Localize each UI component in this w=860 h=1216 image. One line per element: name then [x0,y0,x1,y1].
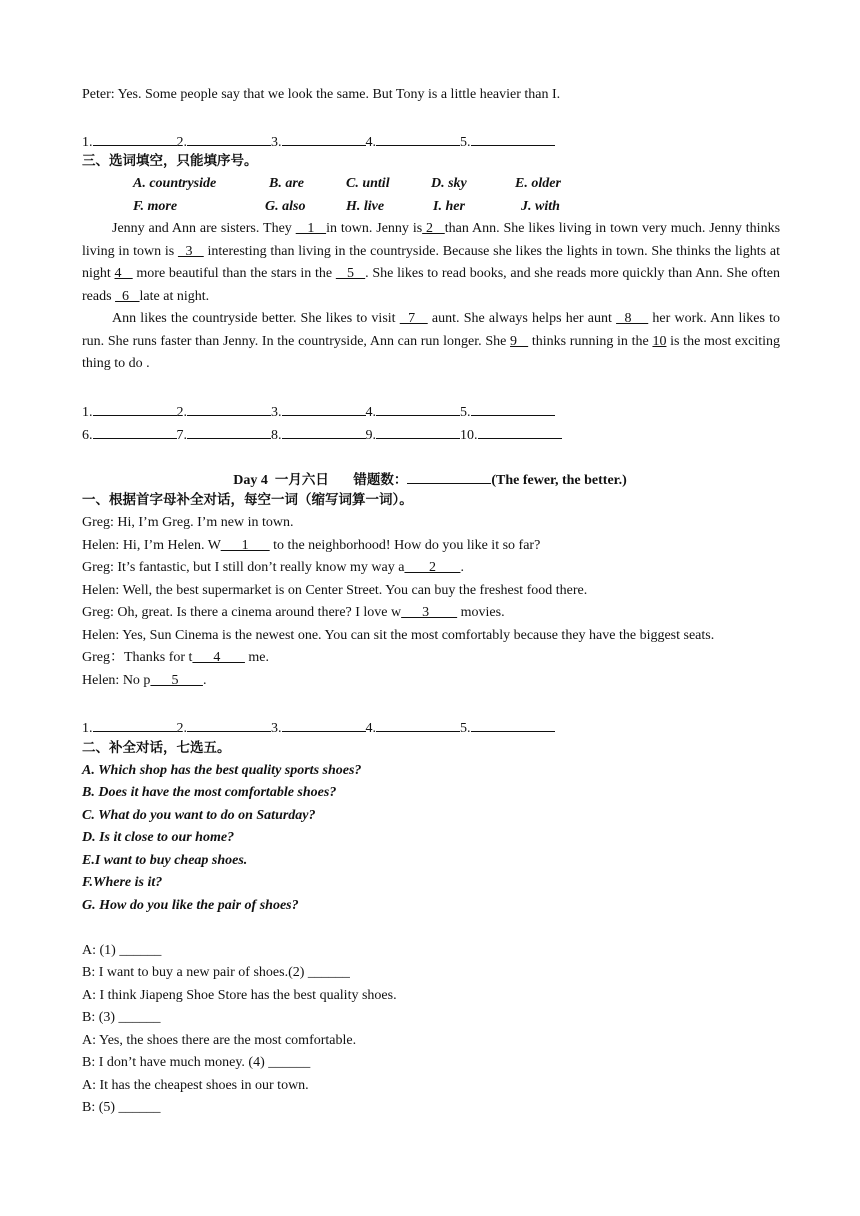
word-option: F. more [133,199,178,214]
peter-line: Peter: Yes. Some people say that we look the same. But Tony is a little heavier than I. [82,87,561,102]
answer-number: 7. [176,428,187,443]
answer-blank[interactable] [93,131,177,146]
answer-blank[interactable] [187,717,271,732]
word-option: G. also [265,199,306,214]
answer-blank[interactable] [282,717,366,732]
answer-blank[interactable] [282,401,366,416]
motto: (The fewer, the better.) [491,473,627,488]
answer-number: 5. [460,135,471,150]
choice-item: C. What do you want to do on Saturday? [82,808,316,823]
answer-number: 3. [271,135,282,150]
answer-blank[interactable] [93,424,177,439]
dialogue-line: B: (5) ______ [82,1100,161,1115]
answer-blank[interactable] [471,401,555,416]
answer-blank[interactable] [471,131,555,146]
choice-item: F.Where is it? [82,875,163,890]
section-heading: 二、补全对话，七选五。 [82,740,231,756]
dialogue-line: Greg：Thanks for t 4 me. [82,650,270,665]
answer-blank[interactable] [187,131,271,146]
answer-number: 4. [365,135,376,150]
error-count-blank[interactable] [407,469,491,484]
choice-item: A. Which shop has the best quality sports shoes? [82,763,362,778]
answer-number: 2. [176,405,187,420]
answer-row [82,717,780,738]
answer-blank[interactable] [376,131,460,146]
answer-blank[interactable] [376,401,460,416]
word-option: C. until [346,176,390,191]
answer-number: 4. [365,405,376,420]
answer-blank[interactable] [471,717,555,732]
word-option: A. countryside [133,176,217,191]
fill-blank-2[interactable]: 2 [404,560,461,575]
choice-item: G. How do you like the pair of shoes? [82,898,299,913]
answer-number: 3. [271,721,282,736]
answer-blank[interactable] [93,717,177,732]
day-header [0,469,860,490]
answer-number: 1. [82,135,93,150]
word-option: B. are [269,176,304,191]
answer-number: 1. [82,721,93,736]
answer-number: 4. [365,721,376,736]
word-option: I. her [433,199,465,214]
cloze-blank-4[interactable]: 4 [114,266,133,282]
dialogue-line: Helen: Yes, Sun Cinema is the newest one. You can sit the most comfortably because they have the biggest seats. [82,628,715,643]
cloze-paragraph-2: Ann likes the countryside better. She likes to visit 7 aunt. She always helps her aunt 8 her work. Ann likes to run. She runs faster than Jenny. In the countryside, Ann can run longer. She 9 thinks running in the 10 is the most exciting thing to do . [82,311,781,372]
answer-number: 1. [82,405,93,420]
answer-blank[interactable] [187,424,271,439]
cloze-blank-2[interactable]: 2 [422,221,445,236]
word-option: D. sky [431,176,467,191]
dialogue-line: Greg: Oh, great. Is there a cinema around there? I love w 3 movies. [82,605,505,620]
answer-number: 10. [460,428,478,443]
cloze-blank-10[interactable]: 10 [652,333,667,349]
answer-blank[interactable] [282,424,366,439]
cloze-blank-9[interactable]: 9 [510,333,529,349]
word-option: J. with [521,199,560,214]
answer-number: 9. [365,428,376,443]
fill-blank-5[interactable]: 5 [150,673,203,688]
answer-blank[interactable] [187,401,271,416]
answer-row [82,424,780,445]
answer-number: 5. [460,405,471,420]
dialogue-line: A: I think Jiapeng Shoe Store has the best quality shoes. [82,988,397,1003]
answer-row [82,401,780,422]
cloze-blank-5[interactable]: 5 [335,266,366,282]
cloze-blank-3[interactable]: 3 [177,243,204,259]
dialogue-line: Helen: Hi, I’m Helen. W 1 to the neighborhood! How do you like it so far? [82,538,541,553]
cloze-paragraph-1: Jenny and Ann are sisters. They 1 in town. Jenny is 2 than Ann. She likes living in town very much. Jenny thinks living in town is 3 interesting than living in the countryside. Because she likes the lights in town. She thinks the lights at night 4 more beautiful than the stars in the 5 . She likes to read books, and she reads more quickly than Ann. She often reads 6 late at night. [82,221,781,304]
cloze-blank-6[interactable]: 6 [115,288,140,304]
answer-number: 5. [460,721,471,736]
dialogue-line: A: (1) ______ [82,943,162,958]
answer-row [82,131,780,152]
fill-blank-4[interactable]: 4 [192,650,245,665]
dialogue-line: Helen: Well, the best supermarket is on Center Street. You can buy the freshest food there. [82,583,588,598]
section-heading: 三、选词填空，只能填序号。 [82,153,258,169]
day-date: 一月六日 [274,472,329,488]
cloze-blank-7[interactable]: 7 [399,311,428,326]
dialogue-line: B: I don’t have much money. (4) ______ [82,1055,311,1070]
dialogue-line: B: I want to buy a new pair of shoes.(2) ______ [82,965,350,980]
dialogue-line: Greg: It’s fantastic, but I still don’t really know my way a 2 . [82,560,464,575]
cloze-blank-8[interactable]: 8 [616,311,649,326]
choice-item: D. Is it close to our home? [82,830,235,845]
answer-blank[interactable] [282,131,366,146]
answer-blank[interactable] [93,401,177,416]
answer-number: 8. [271,428,282,443]
dialogue-line: Helen: No p 5 . [82,673,207,688]
error-count-label: 错题数： [353,472,408,488]
answer-number: 6. [82,428,93,443]
dialogue-line: B: (3) ______ [82,1010,161,1025]
choice-item: B. Does it have the most comfortable shoes? [82,785,337,800]
answer-blank[interactable] [478,424,562,439]
fill-blank-1[interactable]: 1 [220,538,270,553]
answer-number: 3. [271,405,282,420]
dialogue-line: A: Yes, the shoes there are the most comfortable. [82,1033,357,1048]
section-heading: 一、根据首字母补全对话，每空一词（缩写词算一词）。 [82,492,413,508]
cloze-blank-1[interactable]: 1 [295,221,327,236]
word-option: H. live [346,199,385,214]
dialogue-line: A: It has the cheapest shoes in our town. [82,1078,309,1093]
answer-number: 2. [176,135,187,150]
answer-blank[interactable] [376,717,460,732]
day-label: Day 4 [233,473,268,488]
dialogue-line: Greg: Hi, I’m Greg. I’m new in town. [82,515,294,530]
answer-blank[interactable] [376,424,460,439]
word-option: E. older [515,176,561,191]
fill-blank-3[interactable]: 3 [401,605,458,620]
answer-number: 2. [176,721,187,736]
choice-item: E.I want to buy cheap shoes. [82,853,248,868]
